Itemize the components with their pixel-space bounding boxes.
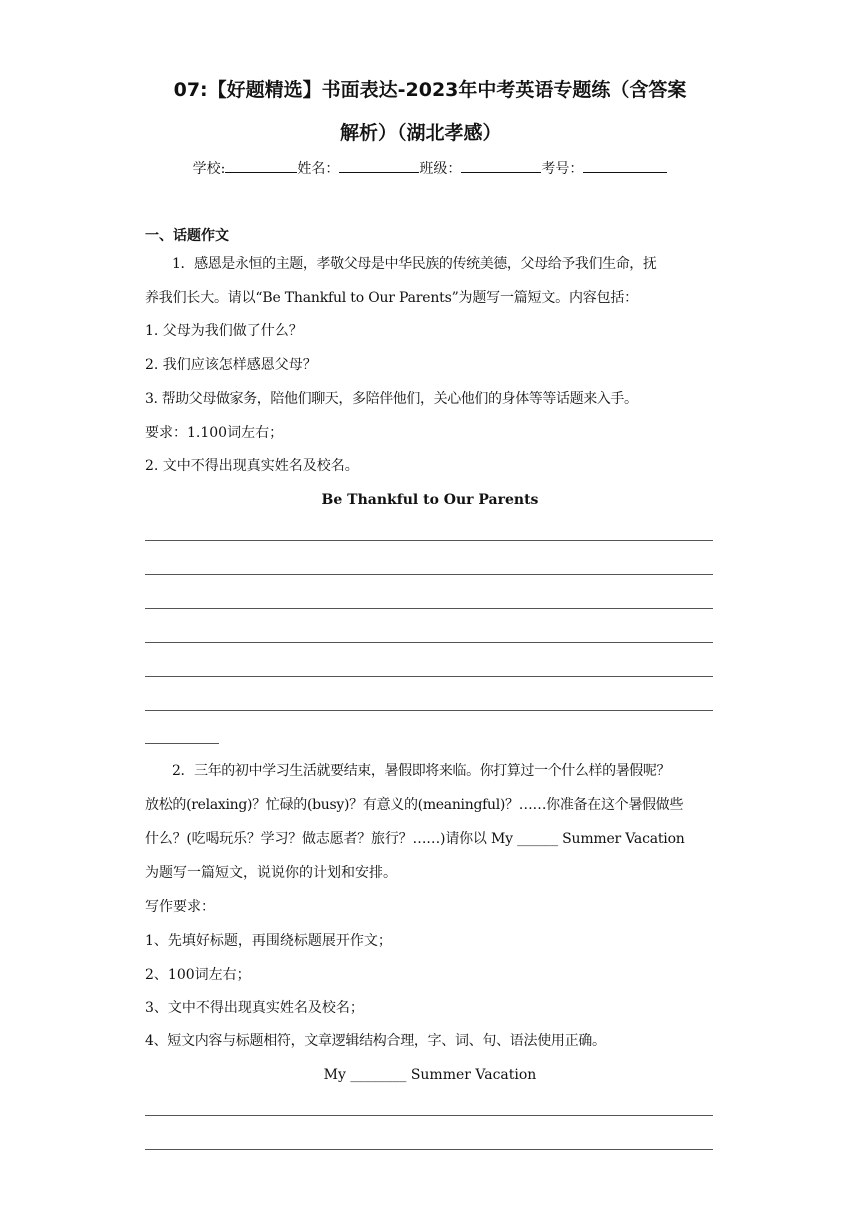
document-title-line1: 07:【好题精选】书面表达-2023年中考英语专题练（含答案 — [173, 79, 687, 101]
q2-text-line3: 什么？(吃喝玩乐？学习？做志愿者？旅行？……)请你以 My ______ Summer Vacation — [145, 831, 685, 847]
exam-no-label: 考号： — [541, 161, 584, 177]
class-label: 班级： — [419, 161, 462, 177]
q2-requirement-4: 4、短文内容与标题相符，文章逻辑结构合理，字、词、句、语法使用正确。 — [145, 1033, 606, 1049]
answer-line-short[interactable] — [145, 743, 219, 744]
class-blank[interactable] — [461, 158, 541, 173]
school-blank[interactable] — [225, 158, 297, 173]
q2-requirement-2: 2、100词左右； — [145, 967, 251, 983]
answer-line[interactable] — [145, 1115, 713, 1116]
q1-item-1: 1. 父母为我们做了什么？ — [145, 323, 303, 339]
q2-text-line1: 2．三年的初中学习生活就要结束，暑假即将来临。你打算过一个什么样的暑假呢？ — [172, 763, 671, 779]
answer-line[interactable] — [145, 642, 713, 643]
q2-requirement-1: 1、先填好标题，再围绕标题展开作文； — [145, 933, 392, 949]
q1-essay-title: Be Thankful to Our Parents — [321, 492, 539, 508]
q1-requirement-1: 要求：1.100词左右； — [145, 425, 284, 441]
document-title-line2: 解析）（湖北孝感） — [340, 122, 502, 144]
q2-text-line4: 为题写一篇短文，说说你的计划和安排。 — [145, 865, 397, 881]
answer-line[interactable] — [145, 608, 713, 609]
q2-text-line2: 放松的(relaxing)？忙碌的(busy)？有意义的(meaningful)？……你准备在这个暑假做些 — [145, 797, 684, 813]
name-blank[interactable] — [339, 158, 419, 173]
q1-item-2: 2. 我们应该怎样感恩父母？ — [145, 357, 317, 373]
school-label: 学校: — [192, 161, 226, 177]
section-heading: 一、话题作文 — [145, 228, 229, 244]
answer-line[interactable] — [145, 540, 713, 541]
answer-line[interactable] — [145, 1149, 713, 1150]
q2-requirement-3: 3、文中不得出现真实姓名及校名； — [145, 1000, 364, 1016]
q1-text-line2: 养我们长大。请以“Be Thankful to Our Parents”为题写一篇短文。内容包括： — [145, 290, 638, 306]
exam-no-blank[interactable] — [583, 158, 667, 173]
name-label: 姓名： — [297, 161, 340, 177]
student-info-row — [0, 158, 860, 178]
q2-essay-title: My ________ Summer Vacation — [323, 1067, 537, 1083]
q1-item-3: 3. 帮助父母做家务，陪他们聊天，多陪伴他们，关心他们的身体等等话题来入手。 — [145, 391, 638, 407]
q1-text-line1: 1．感恩是永恒的主题，孝敬父母是中华民族的传统美德，父母给予我们生命，抚 — [172, 256, 657, 272]
answer-line[interactable] — [145, 574, 713, 575]
answer-line[interactable] — [145, 676, 713, 677]
answer-line[interactable] — [145, 710, 713, 711]
q2-requirements-heading: 写作要求： — [145, 899, 215, 915]
q1-requirement-2: 2. 文中不得出现真实姓名及校名。 — [145, 458, 359, 474]
